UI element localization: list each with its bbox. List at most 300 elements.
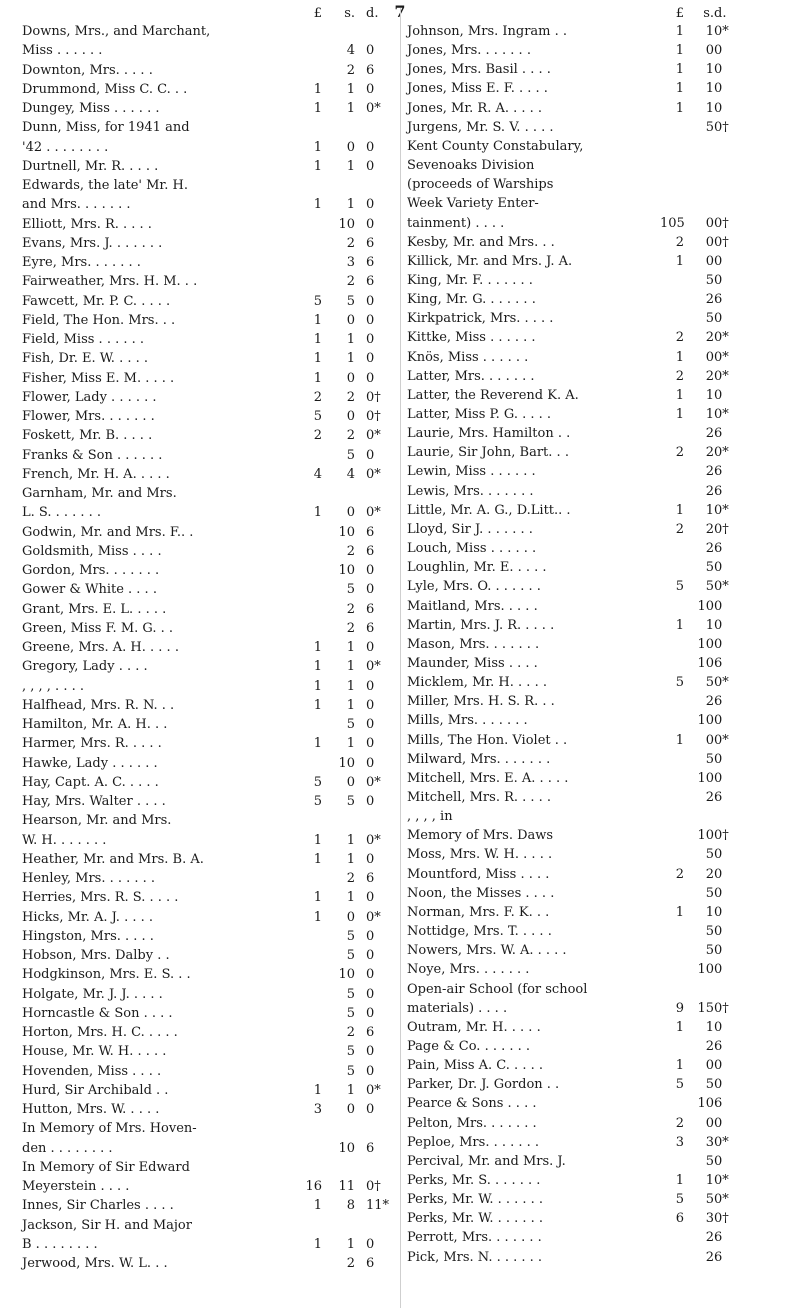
entry-name: Hearson, Mr. and Mrs. <box>22 813 172 829</box>
entry-name: Lewis, Mrs. . . . . . . <box>407 483 534 499</box>
amount-pounds: 1 <box>313 332 322 347</box>
amount-shillings: 1 <box>705 62 714 78</box>
amount-pounds: 1 <box>313 1082 322 1098</box>
entry-name: French, Mr. H. A. . . . . <box>22 466 170 482</box>
amount-shillings: 2 <box>346 620 355 636</box>
amount-pence: 0 <box>714 904 723 920</box>
entry-name: King, Mr. F. . . . . . . <box>407 272 533 288</box>
amount-pence: 0 <box>366 890 375 906</box>
list-entry <box>22 196 375 214</box>
entry-name: Flower, Lady . . . . . . <box>22 389 157 405</box>
amount-pence: 0 <box>714 770 723 786</box>
entry-name: Green, Miss F. M. G. . . <box>22 620 173 636</box>
amount-pence: 0 <box>366 928 375 944</box>
list-entry <box>407 425 723 443</box>
shillings-header: s. <box>703 6 714 21</box>
amount-shillings: 10 <box>338 967 355 983</box>
amount-pounds: 1 <box>313 158 322 174</box>
amount-pence: 0† <box>366 409 381 424</box>
list-entry <box>22 697 375 715</box>
list-entry <box>22 755 375 773</box>
amount-pence: 0 <box>714 885 723 901</box>
amount-shillings: 5 <box>705 885 714 901</box>
entry-name: Henley, Mrs. . . . . . . <box>22 871 156 886</box>
entry-name: Goldsmith, Miss . . . . <box>22 543 162 559</box>
amount-pounds: 5 <box>313 774 322 790</box>
amount-shillings: 5 <box>346 986 355 1002</box>
list-entry <box>22 42 375 60</box>
amount-pounds: 1 <box>313 851 322 867</box>
list-entry <box>407 789 723 807</box>
amount-shillings: 5 <box>705 751 714 767</box>
amount-shillings: 1 <box>705 387 714 403</box>
amount-pence: 6 <box>714 1096 723 1112</box>
list-entry <box>407 885 723 903</box>
amount-shillings: 5 <box>705 847 714 863</box>
entry-name: Field, The Hon. Mrs. . . <box>22 312 176 328</box>
amount-pence: 0* <box>714 675 729 691</box>
entry-name: Fish, Dr. E. W. . . . . <box>22 351 148 367</box>
amount-shillings: 4 <box>346 43 355 59</box>
amount-pence: 0* <box>714 1192 729 1208</box>
list-entry <box>407 119 729 137</box>
amount-pounds: 1 <box>675 407 684 422</box>
list-entry <box>407 502 729 520</box>
entry-name: Noye, Mrs. . . . . . . <box>407 962 530 978</box>
entry-name: Fisher, Miss E. M. . . . . <box>22 370 175 386</box>
amount-pence: 6 <box>366 871 375 886</box>
amount-shillings: 2 <box>346 1256 355 1271</box>
amount-pounds: 2 <box>675 330 684 346</box>
amount-shillings: 10 <box>697 962 714 978</box>
amount-pence: 0 <box>714 713 723 729</box>
amount-pounds: 2 <box>675 866 684 882</box>
amount-shillings: 4 <box>346 466 355 482</box>
amount-pence: 0 <box>366 640 375 655</box>
amount-pence: 6 <box>714 694 723 710</box>
entry-name: Kittke, Miss . . . . . . <box>407 330 536 346</box>
amount-pence: 0 <box>714 1115 723 1131</box>
amount-shillings: 2 <box>705 1230 714 1246</box>
entry-name: Heather, Mr. and Mrs. B. A. <box>22 851 204 867</box>
amount-pounds: 1 <box>675 81 684 97</box>
list-entry <box>22 1063 375 1081</box>
list-entry <box>22 1005 375 1023</box>
list-entry <box>407 521 729 539</box>
entry-name: Jones, Mr. R. A. . . . . <box>407 100 543 116</box>
amount-pounds: 5 <box>313 794 322 809</box>
entry-name: Halfhead, Mrs. R. N. . . <box>22 697 175 713</box>
amount-shillings: 5 <box>705 560 714 576</box>
entry-name: '42 . . . . . . . . <box>22 139 109 155</box>
entry-name: Perks, Mr. S. . . . . . . <box>407 1173 541 1188</box>
list-entry <box>22 735 375 753</box>
amount-shillings: 1 <box>346 158 355 174</box>
pence-header: d. <box>366 6 379 21</box>
amount-pence: 0 <box>366 312 375 328</box>
amount-shillings: 3 <box>705 1211 714 1227</box>
entry-name: Latter, Mrs. . . . . . . <box>407 368 535 384</box>
amount-pence: 0 <box>714 62 723 78</box>
amount-pence: 0 <box>366 158 375 174</box>
list-entry <box>407 1095 723 1113</box>
amount-shillings: 0 <box>346 139 355 155</box>
amount-shillings: 5 <box>346 717 355 732</box>
entry-name: Miss . . . . . . <box>22 43 103 59</box>
entry-name: Innes, Sir Charles . . . . <box>22 1198 174 1214</box>
entry-name: , , , , . . . . <box>22 678 84 694</box>
entry-name: Herries, Mrs. R. S. . . . . <box>22 890 179 906</box>
amount-shillings: 1 <box>346 351 355 367</box>
amount-shillings: 0 <box>705 215 714 231</box>
amount-pounds: 1 <box>313 312 322 328</box>
amount-pounds: 5 <box>313 409 322 424</box>
entry-name: Nottidge, Mrs. T. . . . . <box>407 924 552 940</box>
amount-pounds: 1 <box>675 732 684 748</box>
list-entry <box>22 1178 381 1196</box>
list-entry <box>407 176 652 194</box>
list-entry <box>407 732 729 750</box>
entry-name: Percival, Mr. and Mrs. J. <box>407 1153 566 1169</box>
amount-shillings: 1 <box>346 640 355 655</box>
entry-name: Pain, Miss A. C. . . . . <box>407 1058 543 1074</box>
entry-name: Eyre, Mrs. . . . . . . <box>22 255 141 270</box>
amount-shillings: 1 <box>346 101 355 116</box>
list-entry <box>22 620 375 638</box>
entry-name: Hobson, Mrs. Dalby . . <box>22 948 170 963</box>
amount-pence: 11* <box>366 1198 390 1214</box>
entry-name: Knös, Miss . . . . . . <box>407 349 529 365</box>
amount-shillings: 1 <box>346 851 355 867</box>
amount-shillings: 2 <box>705 694 714 710</box>
list-entry <box>407 1076 723 1094</box>
list-entry <box>407 406 729 424</box>
amount-pence: 6 <box>366 1025 375 1040</box>
list-entry <box>22 81 375 99</box>
amount-shillings: 1 <box>346 678 355 694</box>
amount-pence: 0* <box>366 909 381 925</box>
amount-pounds: 1 <box>675 904 684 920</box>
amount-pence: 0* <box>714 1134 729 1150</box>
entry-name: Hovenden, Miss . . . . <box>22 1063 162 1079</box>
amount-pence: 0* <box>714 502 729 518</box>
amount-pence: 0 <box>366 447 375 463</box>
entry-name: Kent County Constabulary, <box>407 138 584 154</box>
list-entry <box>22 504 381 522</box>
pounds-header: £ <box>675 6 684 21</box>
amount-pence: 6 <box>366 235 375 251</box>
list-entry <box>407 770 723 788</box>
entry-name: Jerwood, Mrs. W. L. . . <box>22 1256 168 1271</box>
amount-pence: 0* <box>366 1082 381 1098</box>
amount-pounds: 1 <box>313 370 322 386</box>
amount-pounds: 1 <box>675 502 684 518</box>
column-header <box>22 5 379 23</box>
amount-shillings: 5 <box>346 293 355 309</box>
entry-name: Page & Co. . . . . . . <box>407 1038 531 1054</box>
list-entry <box>22 1024 375 1042</box>
amount-pounds: 1 <box>675 100 684 116</box>
list-entry <box>22 1140 375 1158</box>
entry-name: Horton, Mrs. H. C. . . . . <box>22 1025 178 1040</box>
amount-pence: 0* <box>714 407 729 422</box>
page-number: 7 <box>394 2 406 21</box>
amount-shillings: 5 <box>705 579 714 595</box>
list-entry <box>22 1120 300 1138</box>
amount-pence: 0* <box>714 349 729 365</box>
amount-pence: 0* <box>714 24 729 39</box>
amount-shillings: 1 <box>346 81 355 97</box>
amount-pence: 6 <box>366 543 375 559</box>
entry-name: Little, Mr. A. G., D.Litt.. . <box>407 502 571 518</box>
entry-name: Lyle, Mrs. O. . . . . . . <box>407 579 541 595</box>
amount-shillings: 1 <box>346 332 355 347</box>
amount-pounds: 16 <box>305 1179 322 1194</box>
amount-shillings: 10 <box>697 770 714 786</box>
entry-name: Hay, Capt. A. C. . . . . <box>22 774 159 790</box>
amount-shillings: 10 <box>697 713 714 729</box>
amount-pence: 0 <box>366 717 375 732</box>
amount-pence: 0 <box>366 351 375 367</box>
list-entry <box>407 923 723 941</box>
list-entry <box>22 427 381 445</box>
amount-shillings: 5 <box>705 943 714 959</box>
amount-shillings: 0 <box>346 909 355 925</box>
list-entry <box>407 157 652 175</box>
list-entry <box>22 832 381 850</box>
amount-pence: 0 <box>714 1019 723 1035</box>
amount-shillings: 2 <box>346 274 355 290</box>
entry-name: Harmer, Mrs. R. . . . . <box>22 736 162 752</box>
list-entry <box>407 1134 729 1152</box>
amount-pounds: 5 <box>675 1192 684 1208</box>
entry-name: Outram, Mr. H. . . . . <box>407 1019 541 1035</box>
amount-shillings: 5 <box>346 447 355 463</box>
amount-pence: 0 <box>366 139 375 155</box>
amount-pence: 0 <box>366 948 375 963</box>
amount-pence: 0 <box>714 636 723 652</box>
list-entry <box>407 1172 729 1190</box>
entry-name: Pearce & Sons . . . . <box>407 1096 537 1112</box>
entry-name: Week Variety Enter- <box>407 196 539 212</box>
amount-shillings: 2 <box>705 1249 714 1265</box>
entry-name: Elliott, Mrs. R. . . . . <box>22 216 152 232</box>
entry-name: Jones, Mrs. Basil . . . . <box>407 62 551 78</box>
list-entry <box>407 827 729 845</box>
amount-shillings: 10 <box>697 598 714 614</box>
entry-name: Hodgkinson, Mrs. E. S. . . <box>22 967 191 983</box>
amount-pence: 0 <box>714 1058 723 1074</box>
list-entry <box>407 42 723 60</box>
entry-name: Maunder, Miss . . . . <box>407 655 538 671</box>
list-entry <box>22 408 381 426</box>
amount-pence: 0* <box>714 330 729 346</box>
amount-shillings: 2 <box>705 521 714 537</box>
amount-shillings: 0 <box>705 1115 714 1131</box>
entry-name: Hay, Mrs. Walter . . . . <box>22 794 166 809</box>
amount-pence: 0 <box>714 962 723 978</box>
entry-name: Dungey, Miss . . . . . . <box>22 101 160 116</box>
list-entry <box>22 485 300 503</box>
list-entry <box>22 273 375 291</box>
entry-name: Dunn, Miss, for 1941 and <box>22 120 190 136</box>
amount-pence: 0 <box>366 582 375 598</box>
amount-pounds: 5 <box>675 1077 684 1093</box>
amount-pence: 0* <box>714 368 729 384</box>
entry-name: Noon, the Misses . . . . <box>407 885 555 901</box>
list-entry <box>407 234 729 252</box>
amount-pence: 0 <box>366 794 375 809</box>
amount-shillings: 2 <box>705 445 714 461</box>
amount-pounds: 1 <box>313 197 322 213</box>
list-entry <box>407 942 723 960</box>
list-entry <box>407 138 652 156</box>
amount-pence: 6 <box>366 620 375 636</box>
amount-shillings: 1 <box>705 100 714 116</box>
amount-pence: 0 <box>366 1044 375 1060</box>
amount-pence: 0* <box>366 101 381 116</box>
list-entry <box>22 928 375 946</box>
entry-name: Norman, Mrs. F. K. . . <box>407 904 550 920</box>
list-entry <box>22 331 375 349</box>
entry-name: Lewin, Miss . . . . . . <box>407 464 536 480</box>
amount-pence: 0 <box>714 560 723 576</box>
list-entry <box>407 751 723 769</box>
amount-pounds: 2 <box>313 428 322 444</box>
amount-pence: 0 <box>714 81 723 97</box>
entry-name: Mountford, Miss . . . . <box>407 866 550 882</box>
amount-shillings: 2 <box>705 866 714 882</box>
entry-name: Jurgens, Mr. S. V. . . . . <box>407 119 554 135</box>
amount-pence: 0* <box>366 466 381 482</box>
amount-pence: 0* <box>366 832 381 848</box>
amount-pence: 6 <box>366 1256 375 1271</box>
amount-pence: 0 <box>714 866 723 882</box>
list-entry <box>22 658 381 676</box>
amount-shillings: 2 <box>705 790 714 805</box>
amount-shillings: 0 <box>705 234 714 250</box>
list-entry <box>22 966 375 984</box>
entry-name: In Memory of Mrs. Hoven- <box>22 1121 197 1137</box>
list-entry <box>22 293 375 311</box>
amount-pounds: 4 <box>313 466 322 482</box>
entry-name: Hamilton, Mr. A. H. . . <box>22 717 168 732</box>
entry-name: Johnson, Mrs. Ingram . . <box>407 24 568 39</box>
entry-name: Sevenoaks Division <box>407 158 535 174</box>
amount-shillings: 5 <box>705 272 714 288</box>
amount-pounds: 1 <box>675 24 684 39</box>
list-entry <box>407 808 652 826</box>
entry-name: Godwin, Mr. and Mrs. F.. . <box>22 524 194 540</box>
entry-name: Latter, Miss P. G. . . . . <box>407 407 552 422</box>
amount-pounds: 1 <box>675 1019 684 1035</box>
list-entry <box>22 889 375 907</box>
amount-shillings: 5 <box>705 1077 714 1093</box>
list-entry <box>407 981 652 999</box>
amount-pence: 6 <box>366 601 375 617</box>
entry-name: Killick, Mr. and Mrs. J. A. <box>407 253 573 269</box>
amount-shillings: 10 <box>338 755 355 771</box>
list-entry <box>22 1255 375 1273</box>
entry-name: Perrott, Mrs. . . . . . . <box>407 1230 542 1246</box>
list-entry <box>22 793 375 811</box>
amount-shillings: 0 <box>705 43 714 59</box>
entry-name: Maitland, Mrs. . . . . <box>407 598 538 614</box>
list-entry <box>407 1249 723 1267</box>
amount-shillings: 2 <box>346 389 355 405</box>
entry-name: Open-air School (for school <box>407 981 588 997</box>
list-entry <box>407 866 723 884</box>
list-entry <box>407 310 723 328</box>
amount-pence: 0 <box>366 736 375 752</box>
amount-pounds: 1 <box>313 1236 322 1252</box>
amount-shillings: 2 <box>705 292 714 308</box>
amount-pence: 0 <box>366 755 375 771</box>
amount-shillings: 5 <box>346 582 355 598</box>
amount-shillings: 0 <box>705 253 714 269</box>
amount-shillings: 2 <box>705 1038 714 1054</box>
list-entry <box>22 312 375 330</box>
amount-pence: 0 <box>714 617 723 633</box>
amount-shillings: 10 <box>338 524 355 540</box>
amount-shillings: 2 <box>705 330 714 346</box>
amount-pounds: 6 <box>675 1211 684 1227</box>
amount-shillings: 5 <box>705 119 714 135</box>
entry-name: Martin, Mrs. J. R. . . . . <box>407 617 555 633</box>
list-entry <box>22 774 381 792</box>
column-header <box>407 5 727 23</box>
list-entry <box>407 483 723 501</box>
list-entry <box>22 62 375 80</box>
list-entry <box>407 23 729 41</box>
amount-pence: 0 <box>714 387 723 403</box>
amount-shillings: 1 <box>346 197 355 213</box>
amount-shillings: 2 <box>346 543 355 559</box>
amount-shillings: 2 <box>705 541 714 557</box>
entry-name: Franks & Son . . . . . . <box>22 447 163 463</box>
entry-name: (proceeds of Warships <box>407 177 554 193</box>
list-entry <box>407 846 723 864</box>
list-entry <box>22 524 375 542</box>
list-entry <box>407 1229 723 1247</box>
amount-shillings: 0 <box>346 370 355 386</box>
amount-shillings: 5 <box>346 1005 355 1021</box>
list-entry <box>22 812 300 830</box>
entry-name: Latter, the Reverend K. A. <box>407 387 579 403</box>
amount-pence: 6 <box>714 541 723 557</box>
amount-pounds: 1 <box>675 43 684 59</box>
amount-pence: 0 <box>714 598 723 614</box>
list-entry <box>407 598 723 616</box>
amount-pounds: 1 <box>313 351 322 367</box>
amount-pounds: 1 <box>313 139 322 155</box>
amount-pence: 6 <box>714 464 723 480</box>
amount-pence: 0 <box>366 851 375 867</box>
list-entry <box>22 601 375 619</box>
list-entry <box>22 562 375 580</box>
entry-name: Louch, Miss . . . . . . <box>407 541 537 557</box>
amount-shillings: 1 <box>705 502 714 518</box>
amount-pence: 6 <box>714 1038 723 1054</box>
list-entry <box>22 370 375 388</box>
amount-shillings: 1 <box>705 904 714 920</box>
amount-pence: 0 <box>714 751 723 767</box>
amount-pence: 0† <box>366 389 381 405</box>
amount-pence: 0 <box>714 253 723 269</box>
list-entry <box>407 387 723 405</box>
amount-pounds: 1 <box>675 387 684 403</box>
entry-name: Hingston, Mrs. . . . . <box>22 928 154 944</box>
